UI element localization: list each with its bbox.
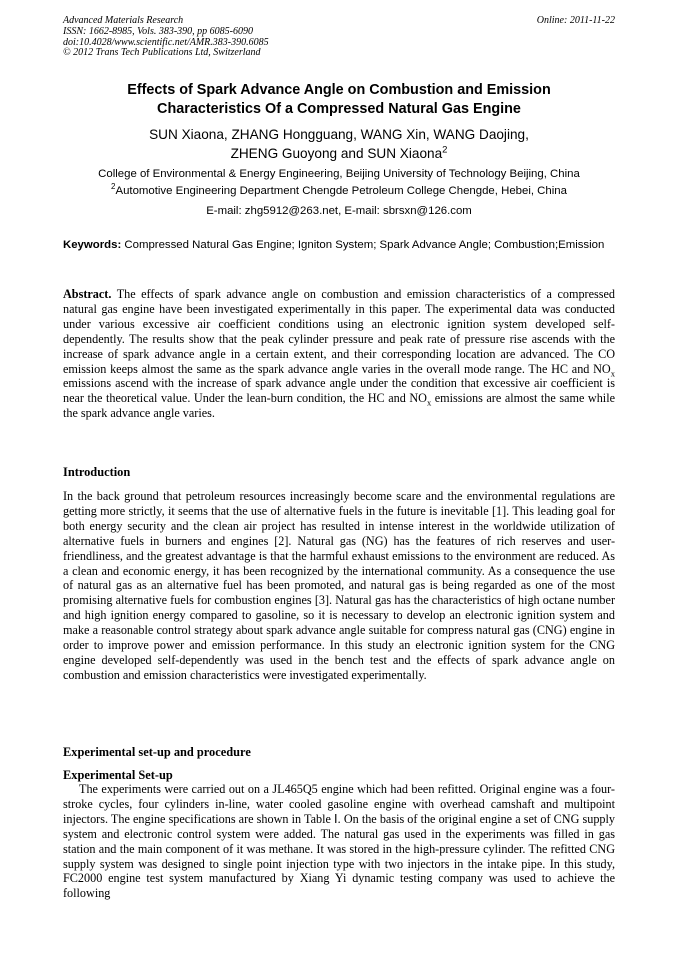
experimental-setup-paragraph: The experiments were carried out on a JL465Q5 engine which had been refitted. Original engine was a four-stroke cycles, four cylinders in-line, water cooled gasoline engine with overhead camshaft and multipoint injectors. The engine specifications are shown in Table Ⅰ. On the basis of the original engine a set of CNG supply system and electronic control system were added. The natural gas used in the experiments was filled in gas station and the main component of it was methane. It was stored in the high-pressure cylinder. The refitted CNG supply system was designed to single point injection type with two injectors in the intake pipe. In this study, FC2000 engine test system manufactured by Xiang Yi dynamic testing company was used to achieve the following bbox=[63, 782, 615, 901]
affiliations bbox=[40, 166, 638, 200]
issn-line: ISSN: 1662-8985, Vols. 383-390, pp 6085-6090 bbox=[63, 25, 253, 37]
abstract-text-1: The effects of spark advance angle on combustion and emission characteristics of a compressed natural gas engine have been investigated experimentally in this paper. The experimental data was conducted under various excessive air coefficient conditions using an electronic ignition system developed self-dependently. The results show that the peak cylinder pressure and peak rate of pressure rise ascends with the increase of spark advance angle in a certain extent, and their corresponding location are advanced. The CO emission keeps almost the same as the spark advance angle varies in the overall mode range. The HC and NO bbox=[63, 287, 615, 376]
experimental-setup-subheading: Experimental Set-up bbox=[63, 768, 173, 782]
abstract-sub-2: x bbox=[426, 397, 432, 408]
abstract-label: Abstract. bbox=[63, 287, 112, 301]
abstract-text-2: emissions ascend with the increase of spark advance angle under the condition that excessive air coefficient is near the theoretical value. Under the lean-burn condition, the HC and NO bbox=[63, 376, 615, 406]
author-affiliation-mark: 2 bbox=[442, 143, 448, 155]
keywords-label: Keywords: bbox=[63, 239, 122, 251]
introduction-paragraph: In the back ground that petroleum resources increasingly become scare and the environmental regulations are getting more strictly, it seems that the use of alternative fuels in the future is inevitable [1]. This leading goal for both energy security and the clean air project has resulted in intense interest in the worldwide utilization of alternative fuels in burners and engines [2]. Natural gas (NG) has the features of rich reserves and user-friendliness, and the greatest advantage is that the harmful exhaust emissions to the environment are reduced. As a clean and economic energy, it has been recognized by the international community. As a consequence the use of natural gas as an alternative fuel has been promoted, and natural gas is being regarded as one of the most promising alternative fuels for combustion engines [3]. Natural gas has the characteristics of high octane number and high ignition energy compared to gasoline, so it is necessary to develop an electronic ignition system and make a reasonable control strategy about spark advance angle suitable for compress natural gas (CNG) engine in order to improve power and emission performance. In this study an electronic ignition system for the CNG engine developed self-dependently was used in the bench test and the effects of spark advance angle on combustion and emission characteristics were investigated experimentally. bbox=[63, 489, 615, 682]
keywords-section bbox=[63, 238, 615, 253]
affiliation-2-text: Automotive Engineering Department Chengde Petroleum College Chengde, Hebei, China bbox=[115, 185, 567, 197]
affiliation-2 bbox=[40, 183, 638, 200]
copyright-line: © 2012 Trans Tech Publications Ltd, Switzerland bbox=[63, 47, 261, 59]
author-emails: E-mail: zhg5912@263.net, E-mail: sbrsxn@126.com bbox=[206, 205, 472, 217]
doi-line: doi:10.4028/www.scientific.net/AMR.383-390.6085 bbox=[63, 36, 269, 48]
authors-line-1: SUN Xiaona, ZHANG Hongguang, WANG Xin, WANG Daojing, bbox=[149, 127, 529, 142]
online-date: Online: 2011-11-22 bbox=[536, 15, 615, 26]
title-line-2: Characteristics Of a Compressed Natural Gas Engine bbox=[157, 101, 521, 117]
keywords-text: Compressed Natural Gas Engine; Igniton System; Spark Advance Angle; Combustion;Emission bbox=[124, 239, 605, 251]
abstract-sub-1: x bbox=[610, 367, 615, 378]
journal-name: Advanced Materials Research bbox=[63, 15, 184, 26]
affiliation-1: College of Environmental & Energy Engineering, Beijing University of Technology Beijing, China bbox=[98, 168, 580, 180]
affiliation-2-mark: 2 bbox=[111, 182, 116, 192]
journal-header bbox=[63, 16, 615, 59]
authors-line-2-text: ZHENG Guoyong and SUN Xiaona bbox=[230, 145, 443, 161]
paper-title bbox=[63, 81, 615, 119]
experimental-heading: Experimental set-up and procedure bbox=[63, 745, 251, 759]
title-line-1: Effects of Spark Advance Angle on Combustion and Emission bbox=[127, 82, 551, 98]
author-list bbox=[63, 126, 615, 163]
abstract-text-3: emissions are almost the same while the spark advance angle varies. bbox=[63, 391, 615, 421]
abstract-section bbox=[63, 287, 615, 421]
authors-line-2 bbox=[63, 145, 615, 164]
introduction-heading: Introduction bbox=[63, 465, 131, 479]
